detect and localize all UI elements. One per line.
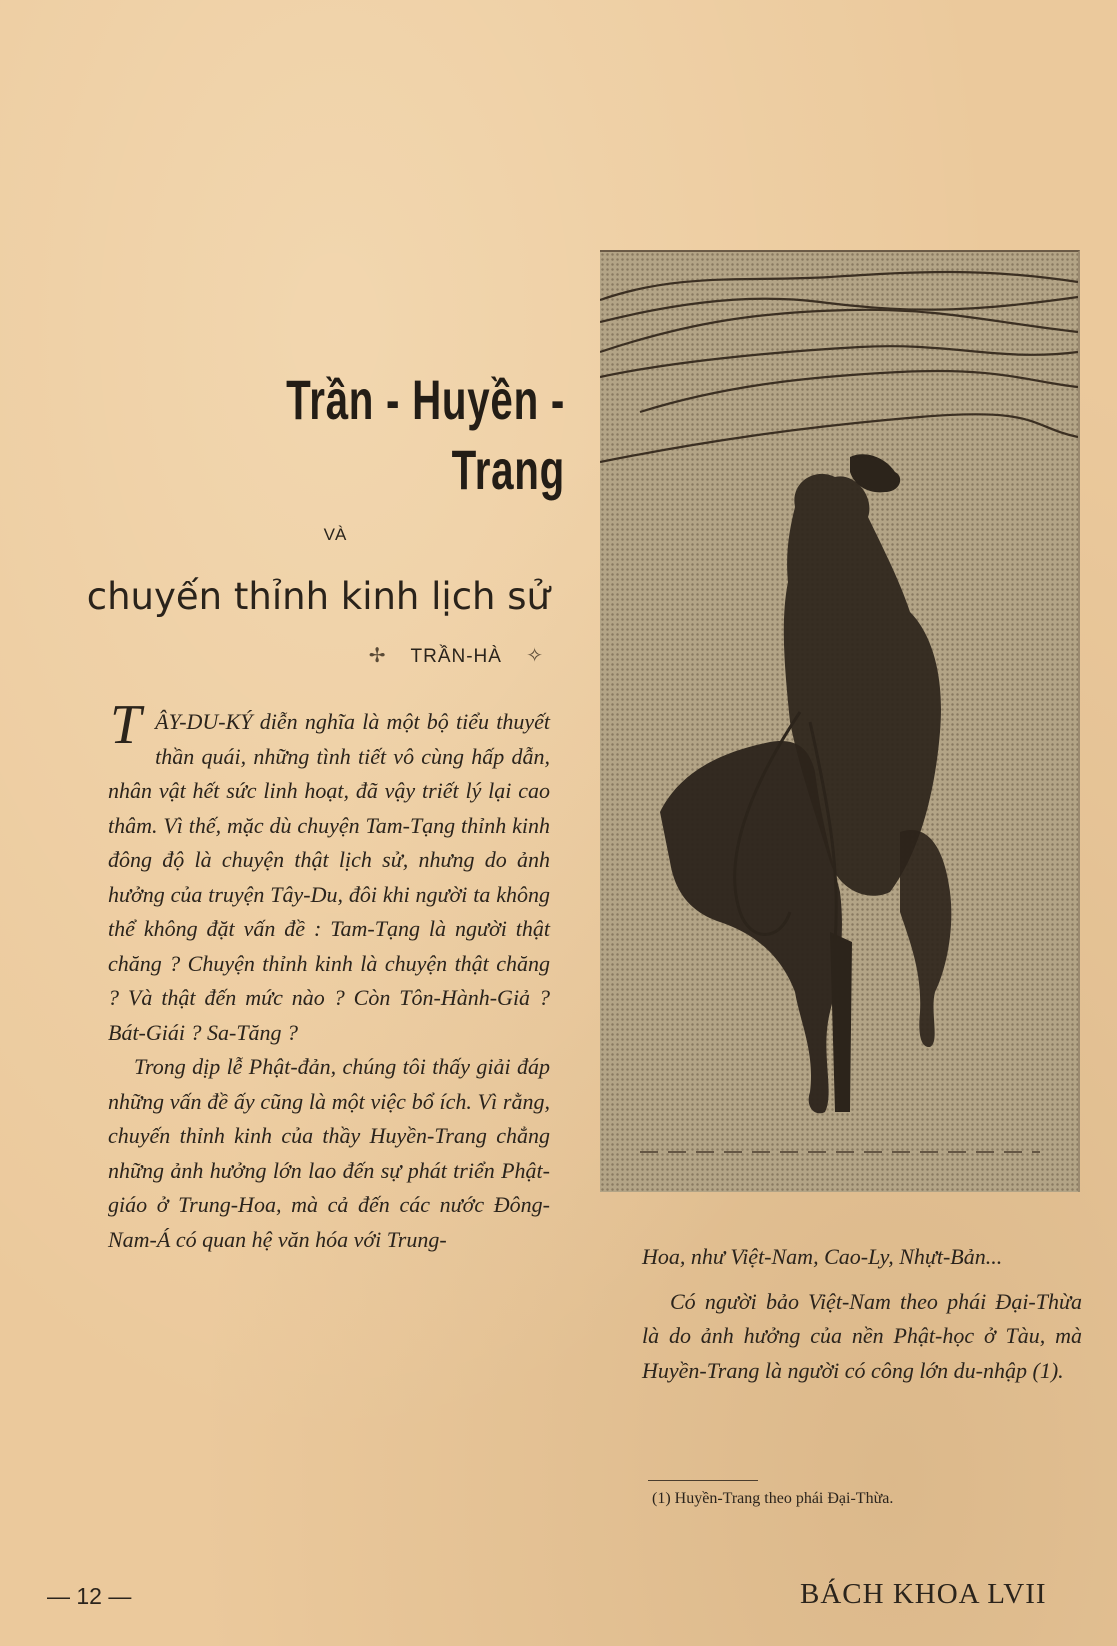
footnote-divider xyxy=(648,1480,758,1481)
paragraph-text: ÂY-DU-KÝ diễn nghĩa là một bộ tiểu thuyết thần quái, những tình tiết vô cùng hấp dẫn, nhân vật hết sức linh hoạt, đã vậy triết lý lại cao thâm. Vì thế, mặc dù chuyện Tam-Tạng thỉnh kinh đông độ là chuyện thật lịch sử, nhưng do ảnh hưởng của truyện Tây-Du, đôi khi người ta không thể không đặt vấn đề : Tam-Tạng là người thật chăng ? Chuyện thỉnh kinh là chuyện thật chăng ? Và thật đến mức nào ? Còn Tôn-Hành-Giả ? Bát-Giái ? Sa-Tăng ? xyxy=(108,709,550,1045)
author-name: TRẦN-HÀ xyxy=(410,646,502,667)
star-ornament-icon: ✧ xyxy=(526,645,544,667)
paragraph: Có người bảo Việt-Nam theo phái Đại-Thừa là do ảnh hưởng của nền Phật-học ở Tàu, mà Huyền-Trang là người có công lớn du-nhập (1). xyxy=(642,1288,1082,1383)
paragraph xyxy=(108,694,550,1050)
illustration-drawing xyxy=(600,252,1078,1192)
paragraph xyxy=(108,1050,550,1257)
illustration-monk-on-horse xyxy=(600,250,1080,1192)
magazine-masthead: BÁCH KHOA LVII xyxy=(800,1578,1047,1610)
author-line xyxy=(40,643,570,668)
body-column-left xyxy=(108,694,550,1257)
article-title: Trần - Huyền - Trang xyxy=(286,368,565,501)
star-ornament-icon: ✢ xyxy=(368,645,387,667)
page-number: — 12 — xyxy=(47,1583,132,1609)
article-header xyxy=(40,365,570,668)
dunes-icon xyxy=(600,272,1078,462)
article-subtitle: chuyến thỉnh kinh lịch sử xyxy=(86,575,550,618)
paragraph: Hoa, như Việt-Nam, Cao-Ly, Nhựt-Bản... xyxy=(642,1244,1003,1269)
body-column-right xyxy=(642,1240,1082,1388)
title-conjunction: VÀ xyxy=(323,525,347,544)
drop-cap: T xyxy=(110,694,142,756)
paragraph-text: Trong dịp lễ Phật-đản, chúng tôi thấy giải đáp những vấn đề ấy cũng là một việc bổ ích. Vì rằng, chuyến thỉnh kinh của thầy Huyền-Trang chẳng những ảnh hưởng lớn lao đến sự phát triển Phật-giáo ở Trung-Hoa, mà cả đến các nước Đông-Nam-Á có quan hệ văn hóa với Trung- xyxy=(108,1054,550,1252)
footnote: (1) Huyền-Trang theo phái Đại-Thừa. xyxy=(652,1490,894,1507)
